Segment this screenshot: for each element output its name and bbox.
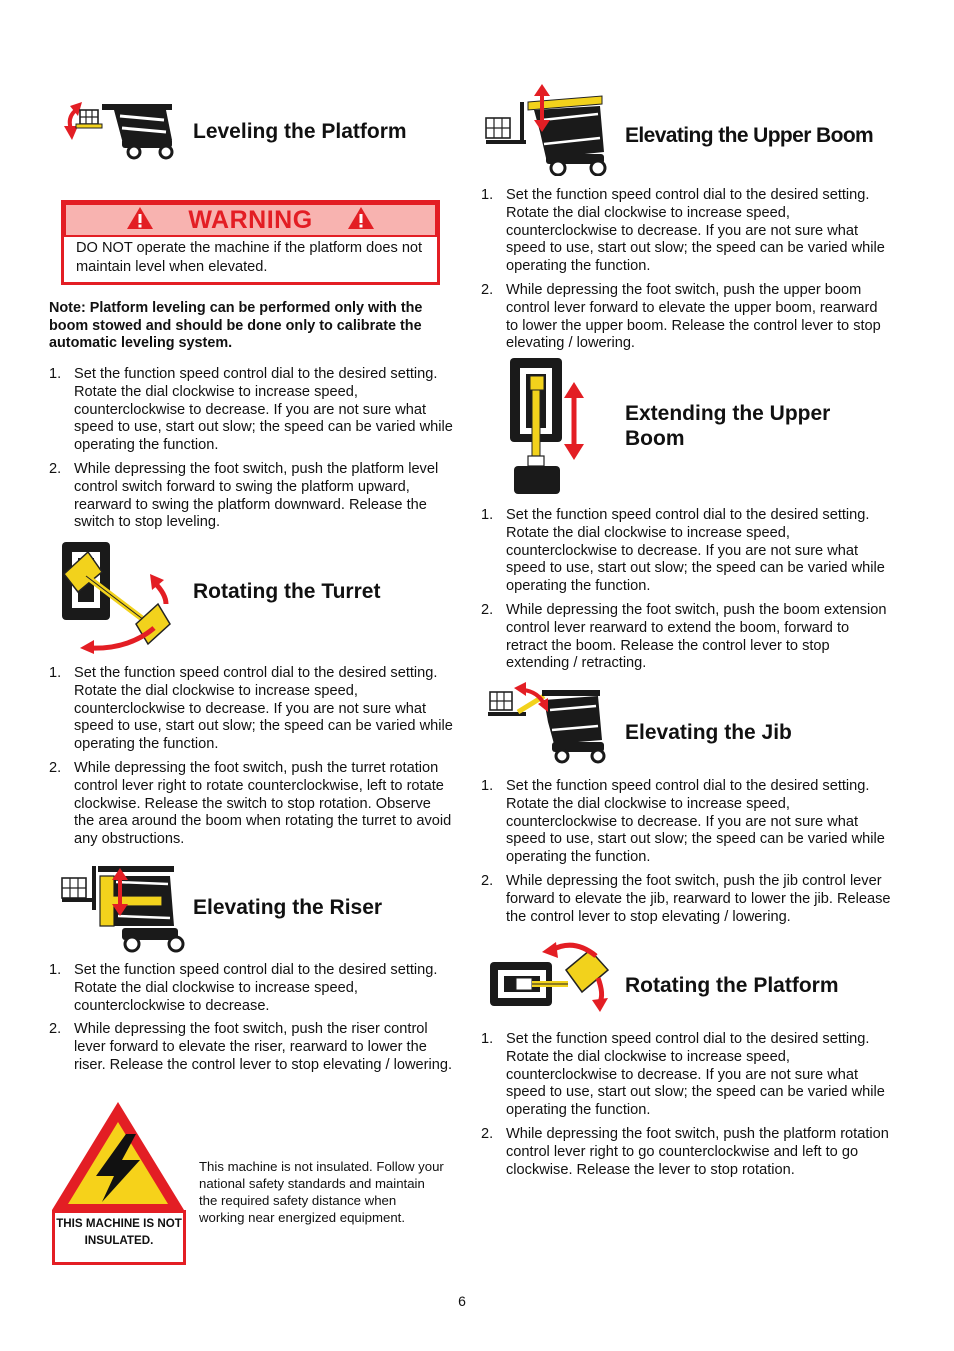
leveling-title: Leveling the Platform <box>193 120 407 143</box>
riser-icon <box>58 862 190 954</box>
warning-label: WARNING <box>188 205 313 234</box>
turret-title: Rotating the Turret <box>193 580 381 603</box>
riser-steps <box>49 962 453 1081</box>
insulation-text: This machine is not insulated. Follow your national safety standards and maintain the required safety distance when working near energized equipment. <box>199 1159 444 1225</box>
jib-icon <box>484 682 608 764</box>
leveling-steps <box>49 366 453 538</box>
rot-platform-title: Rotating the Platform <box>625 974 839 997</box>
extending-steps <box>481 507 891 679</box>
riser-title: Elevating the Riser <box>193 896 383 919</box>
list-item: 2. While depressing the foot switch, push the jib control lever forward to elevate the jib, rearward to lower the jib. Release the control lever to stop elevating / lowering. <box>481 872 891 925</box>
list-item: 2. While depressing the foot switch, push the riser control lever forward to elevate the riser, rearward to lower the riser. Release the control lever to stop elevating / lowering. <box>49 1021 453 1073</box>
list-item: 1. Set the function speed control dial to the desired setting. Rotate the dial clockwise to increase speed, counterclockwise to decrease. <box>49 962 438 1014</box>
page-number: 6 <box>458 1293 466 1309</box>
list-item: 2. While depressing the foot switch, push the turret rotation control lever right to rotate counterclockwise, left to rotate clockwise. Release the switch to stop rotation. Observe the area around the boom when rotating the turret to avoid any obstructions. <box>49 759 452 848</box>
list-item: 2. While depressing the foot switch, push the platform rotation control lever right to go counterclockwise and left to go clockwise. Release the lever to stop rotation. <box>481 1125 889 1178</box>
upper-boom-title: Elevating the Upper Boom <box>625 124 874 147</box>
list-item: 1. Set the function speed control dial to the desired setting. Rotate the dial clockwise to increase speed, counterclockwise to decrease. If you are not sure what speed to use, start out slow; the speed can be varied while operating the function. <box>481 507 885 595</box>
extending-title: Extending the Upper Boom <box>625 402 831 450</box>
leveling-note: Note: Platform leveling can be performed only with the boom stowed and should be done only to calibrate the automatic leveling system. <box>49 300 423 352</box>
jib-steps <box>481 778 891 932</box>
platform-rotation-icon <box>486 938 612 1014</box>
upper-boom-steps <box>481 187 891 359</box>
warning-triangle-icon <box>126 206 154 235</box>
list-item: 1. Set the function speed control dial to the desired setting. Rotate the dial clockwise to increase speed, counterclockwise to decrease. If you are not sure what speed to use, start out slow; the speed can be varied while operating the function. <box>481 778 885 866</box>
warning-triangle-icon <box>347 206 375 235</box>
jib-title: Elevating the Jib <box>625 721 792 744</box>
insulation-sign <box>50 1100 186 1266</box>
upper-boom-icon <box>482 84 612 176</box>
list-item: 2. While depressing the foot switch, push the upper boom control lever forward to elevate the upper boom, rearward to lower the upper boom. Release the control lever to stop elevating / lowering. <box>481 281 881 352</box>
warning-banner <box>64 203 437 237</box>
electrical-hazard-icon <box>50 1100 186 1212</box>
warning-box <box>61 200 440 285</box>
list-item: 1. Set the function speed control dial to the desired setting. Rotate the dial clockwise to increase speed, counterclockwise to decrease. If you are not sure what speed to use, start out slow; the speed can be varied while operating the function. <box>481 187 885 275</box>
list-item: 2. While depressing the foot switch, push the platform level control switch forward to swing the platform upward, rearward to swing the platform downward. Release the switch to stop leveling. <box>49 460 439 531</box>
list-item: 1. Set the function speed control dial to the desired setting. Rotate the dial clockwise to increase speed, counterclockwise to decrease. If you are not sure what speed to use, start out slow; the speed can be varied while operating the function. <box>49 366 453 454</box>
warning-text: DO NOT operate the machine if the platform does not maintain level when elevated. <box>76 240 423 275</box>
list-item: 1. Set the function speed control dial to the desired setting. Rotate the dial clockwise to increase speed, counterclockwise to decrease. If you are not sure what speed to use, start out slow; the speed can be varied while operating the function. <box>49 665 453 753</box>
list-item: 2. While depressing the foot switch, push the boom extension control lever rearward to extend the boom, forward to retract the boom. Release the control lever to stop extending / retracting. <box>481 601 887 672</box>
turret-steps <box>49 665 453 855</box>
leveling-icon <box>62 96 178 160</box>
boom-extension-icon <box>506 356 590 496</box>
turret-rotation-icon <box>58 538 174 654</box>
list-item: 1. Set the function speed control dial to the desired setting. Rotate the dial clockwise to increase speed, counterclockwise to decrease. If you are not sure what speed to use, start out slow; the speed can be varied while operating the function. <box>481 1031 885 1119</box>
rot-platform-steps <box>481 1031 891 1185</box>
insulation-sign-label: THIS MACHINE IS NOT INSULATED. <box>52 1210 186 1265</box>
